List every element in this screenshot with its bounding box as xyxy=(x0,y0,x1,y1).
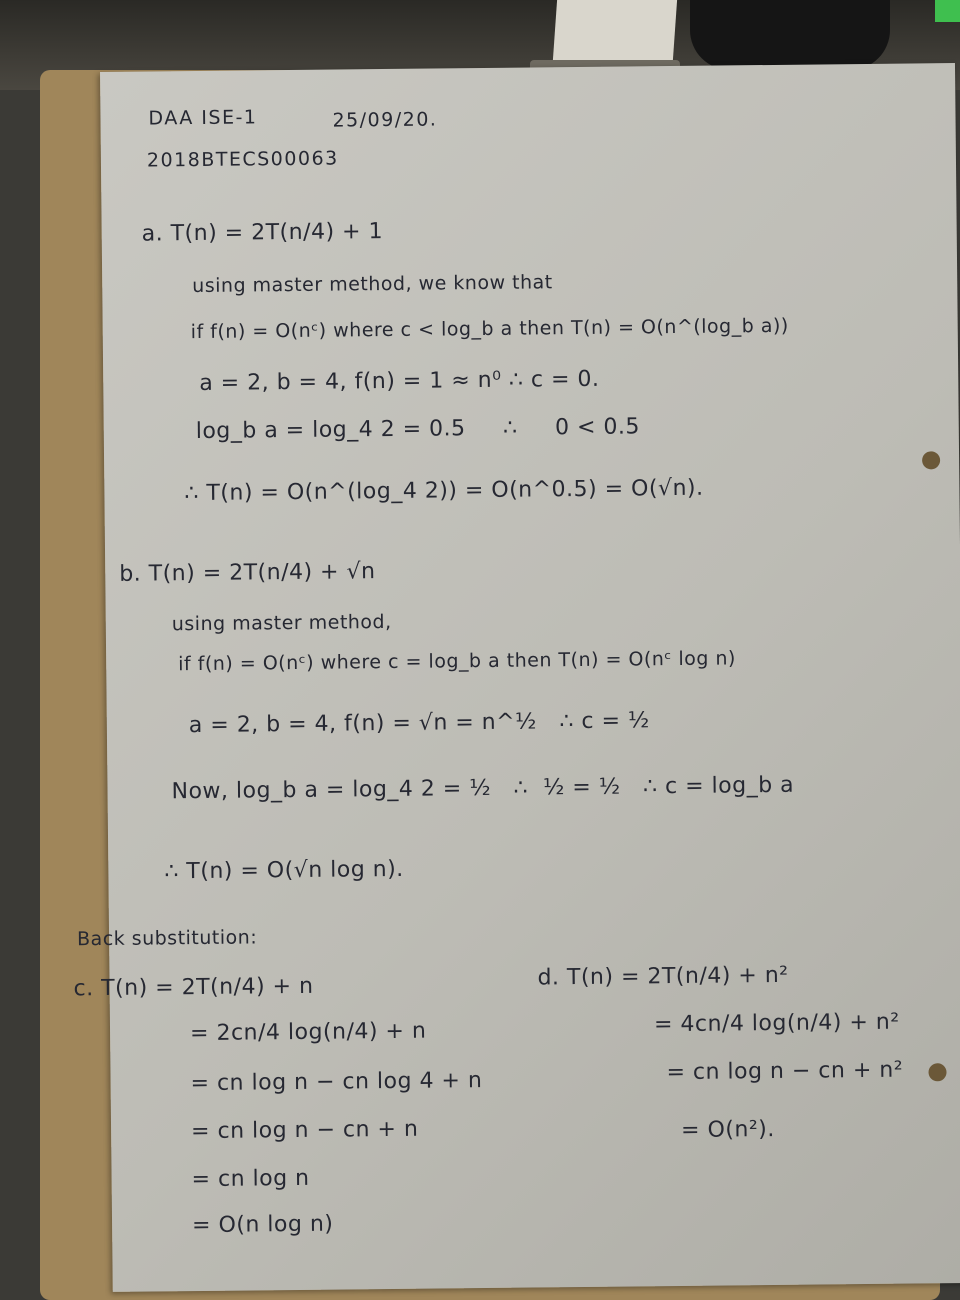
part-c-line-1: c. T(n) = 2T(n/4) + n xyxy=(73,973,314,1002)
part-a-params: a = 2, b = 4, f(n) = 1 ≈ n⁰ ∴ c = 0. xyxy=(199,366,600,396)
part-a-rule: if f(n) = O(nᶜ) where c < log_b a then T(n) = O(n^(log_b a)) xyxy=(190,314,789,344)
back-substitution-heading: Back substitution: xyxy=(76,926,258,951)
part-d-line-4: = O(n²). xyxy=(680,1116,775,1143)
punch-hole-bottom xyxy=(928,1063,946,1081)
part-d-line-3: = cn log n − cn + n² xyxy=(666,1057,904,1086)
sheet-title: DAA ISE-1 xyxy=(148,106,258,130)
part-c-line-3: = cn log n − cn log 4 + n xyxy=(190,1068,483,1097)
part-b-compare: Now, log_b a = log_4 2 = ½ ∴ ½ = ½ ∴ c = log_b a xyxy=(171,772,795,805)
part-b-params: a = 2, b = 4, f(n) = √n = n^½ ∴ c = ½ xyxy=(188,708,650,739)
roll-number: 2018BTECS00063 xyxy=(146,147,339,172)
part-b-result: ∴ T(n) = O(√n log n). xyxy=(164,856,404,885)
part-a-intro: using master method, we know that xyxy=(192,271,553,298)
part-d-line-1: d. T(n) = 2T(n/4) + n² xyxy=(537,962,789,991)
part-a-log-value: log_b a = log_4 2 = 0.5 ∴ 0 < 0.5 xyxy=(195,414,641,445)
part-d-line-2: = 4cn/4 log(n/4) + n² xyxy=(653,1009,900,1038)
punch-hole-top xyxy=(922,451,940,469)
part-c-line-5: = cn log n xyxy=(191,1165,310,1193)
part-b-intro: using master method, xyxy=(171,610,392,636)
part-c-line-6: = O(n log n) xyxy=(191,1211,334,1239)
background-newspaper xyxy=(553,0,677,60)
part-a-question: a. T(n) = 2T(n/4) + 1 xyxy=(141,219,384,247)
part-a-result: ∴ T(n) = O(n^(log_4 2)) = O(n^0.5) = O(√n). xyxy=(184,475,704,507)
answer-sheet xyxy=(73,63,960,1292)
background-object xyxy=(690,0,890,70)
part-b-rule: if f(n) = O(nᶜ) where c = log_b a then T(n) = O(nᶜ log n) xyxy=(178,647,737,676)
background-green-object xyxy=(935,0,960,22)
sheet-date: 25/09/20. xyxy=(332,108,438,132)
part-c-line-4: = cn log n − cn + n xyxy=(190,1116,419,1145)
part-b-question: b. T(n) = 2T(n/4) + √n xyxy=(119,559,376,587)
part-c-line-2: = 2cn/4 log(n/4) + n xyxy=(189,1018,427,1047)
